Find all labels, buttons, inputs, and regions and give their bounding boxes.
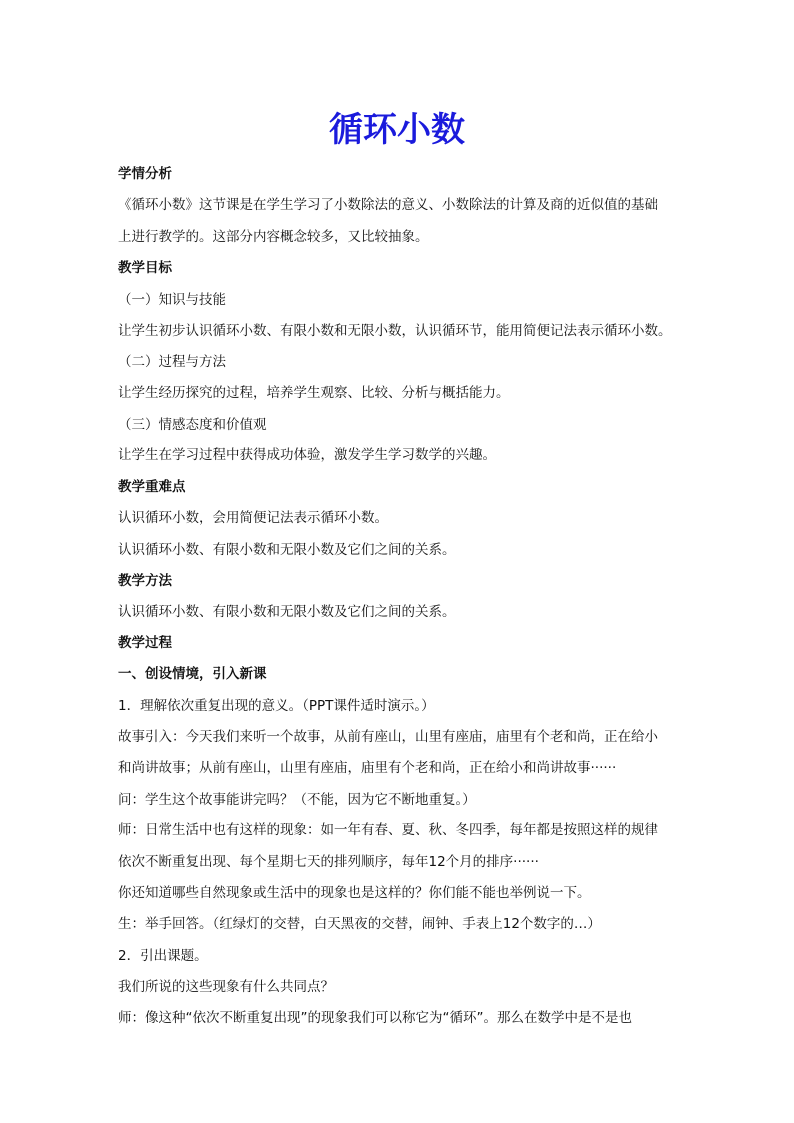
paragraph-line: 认识循环小数，会用简便记法表示循环小数。 [118, 510, 388, 526]
paragraph-line: 上进行教学的。这部分内容概念较多，又比较抽象。 [118, 229, 429, 245]
paragraph-line: 我们所说的这些现象有什么共同点？ [118, 979, 334, 995]
paragraph-line: 认识循环小数、有限小数和无限小数及它们之间的关系。 [118, 604, 456, 620]
paragraph-line: （二）过程与方法 [118, 354, 226, 370]
section-heading: 教学过程 [118, 635, 172, 651]
section-heading: 教学重难点 [118, 479, 186, 495]
paragraph-line: 2．引出课题。 [118, 948, 208, 964]
paragraph-line: 师：像这种“依次不断重复出现”的现象我们可以称它为“循环”。那么在数学中是不是也 [118, 1010, 632, 1026]
paragraph-line: 问：学生这个故事能讲完吗？（不能，因为它不断地重复。） [118, 792, 476, 808]
paragraph-line: 故事引入：今天我们来听一个故事，从前有座山，山里有座庙，庙里有个老和尚，正在给小 [118, 729, 658, 745]
paragraph-line: 让学生初步认识循环小数、有限小数和无限小数，认识循环节，能用简便记法表示循环小数。 [118, 323, 672, 339]
section-heading: 学情分析 [118, 166, 172, 182]
section-heading: 一、创设情境，引入新课 [118, 666, 267, 682]
page-title: 循环小数 [329, 110, 465, 150]
paragraph-line: 你还知道哪些自然现象或生活中的现象也是这样的？你们能不能也举例说一下。 [118, 885, 591, 901]
paragraph-line: 《循环小数》这节课是在学生学习了小数除法的意义、小数除法的计算及商的近似值的基础 [118, 197, 658, 213]
paragraph-line: （一）知识与技能 [118, 292, 226, 308]
paragraph-line: 认识循环小数、有限小数和无限小数及它们之间的关系。 [118, 542, 456, 558]
paragraph-line: 依次不断重复出现、每个星期七天的排列顺序，每年12个月的排序······ [118, 854, 539, 870]
paragraph-line: 和尚讲故事；从前有座山，山里有座庙，庙里有个老和尚，正在给小和尚讲故事······ [118, 760, 617, 776]
paragraph-line: 1．理解依次重复出现的意义。（PPT课件适时演示。） [118, 698, 435, 714]
section-heading: 教学目标 [118, 260, 172, 276]
paragraph-line: 让学生经历探究的过程，培养学生观察、比较、分析与概括能力。 [118, 385, 510, 401]
paragraph-line: （三）情感态度和价值观 [118, 417, 267, 433]
paragraph-line: 生：举手回答。（红绿灯的交替，白天黑夜的交替，闹钟、手表上12个数字的…） [118, 916, 601, 932]
paragraph-line: 师：日常生活中也有这样的现象：如一年有春、夏、秋、冬四季，每年都是按照这样的规律 [118, 822, 658, 838]
section-heading: 教学方法 [118, 573, 172, 589]
paragraph-line: 让学生在学习过程中获得成功体验，激发学生学习数学的兴趣。 [118, 447, 496, 463]
